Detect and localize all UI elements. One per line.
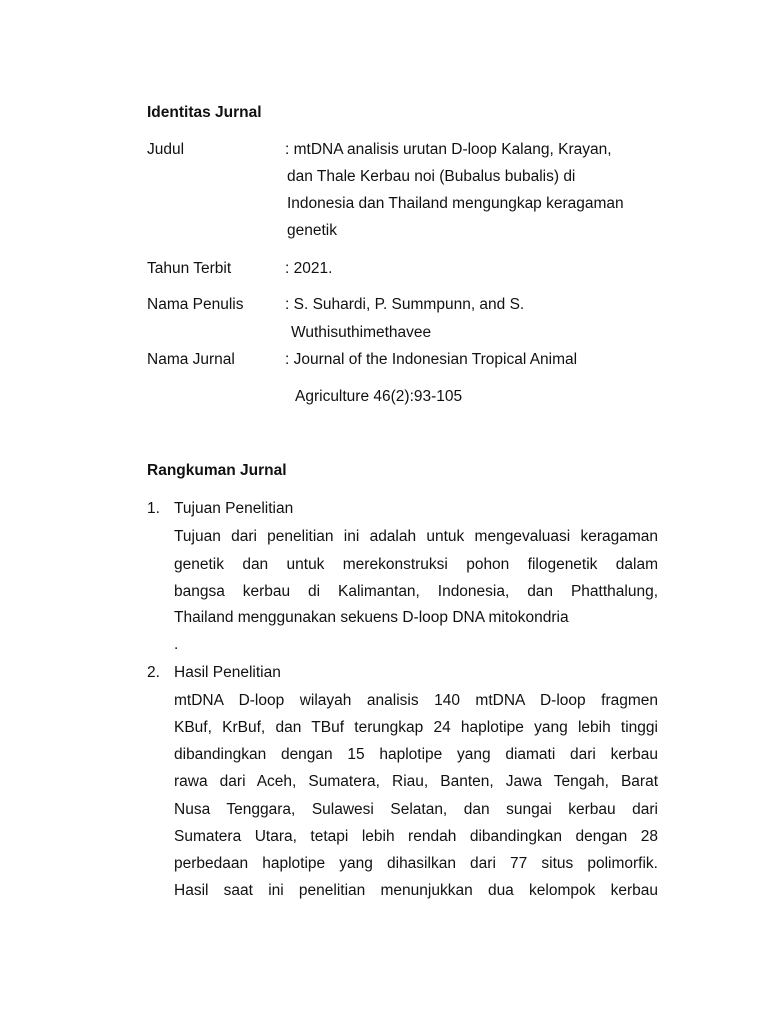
rangkuman-heading: Rangkuman Jurnal <box>147 462 287 479</box>
item-title: Tujuan Penelitian <box>174 500 294 517</box>
item-title: Hasil Penelitian <box>174 664 281 681</box>
judul-value-line: : mtDNA analisis urutan D-loop Kalang, Krayan, <box>285 141 612 158</box>
paragraph-line: Thailand menggunakan sekuens D-loop DNA mitokondria <box>174 609 569 626</box>
paragraph-line: Tujuan dari penelitian ini adalah untuk mengevaluasi keragaman <box>174 528 658 545</box>
paragraph-line: KBuf, KrBuf, dan TBuf terungkap 24 haplotipe yang lebih tinggi <box>174 719 658 736</box>
paragraph-line: Hasil saat ini penelitian menunjukkan dua kelompok kerbau <box>174 882 658 899</box>
paragraph-line: Nusa Tenggara, Sulawesi Selatan, dan sungai kerbau dari <box>174 801 658 818</box>
paragraph-line: perbedaan haplotipe yang dihasilkan dari 77 situs polimorfik. <box>174 855 658 872</box>
judul-value-line: Indonesia dan Thailand mengungkap keragaman <box>287 195 624 212</box>
item-number: 1. <box>147 500 160 517</box>
penulis-label: Nama Penulis <box>147 296 244 313</box>
penulis-value-line: : S. Suhardi, P. Summpunn, and S. <box>285 296 525 313</box>
paragraph-line: mtDNA D-loop wilayah analisis 140 mtDNA D-loop fragmen <box>174 692 658 709</box>
item-number: 2. <box>147 664 160 681</box>
tahun-value: : 2021. <box>285 260 333 277</box>
judul-value-line: genetik <box>287 222 337 239</box>
paragraph-line: . <box>174 636 179 653</box>
identitas-heading: Identitas Jurnal <box>147 104 262 121</box>
paragraph-line: dibandingkan dengan 15 haplotipe yang diamati dari kerbau <box>174 746 658 763</box>
paragraph-line: Sumatera Utara, tetapi lebih rendah dibandingkan dengan 28 <box>174 828 658 845</box>
paragraph-line: bangsa kerbau di Kalimantan, Indonesia, dan Phatthalung, <box>174 583 658 600</box>
paragraph-line: genetik dan untuk merekonstruksi pohon filogenetik dalam <box>174 556 658 573</box>
jurnal-value-line: : Journal of the Indonesian Tropical Animal <box>285 351 578 368</box>
judul-label: Judul <box>147 141 185 158</box>
paragraph-line: rawa dari Aceh, Sumatera, Riau, Banten, Jawa Tengah, Barat <box>174 773 658 790</box>
tahun-label: Tahun Terbit <box>147 260 232 277</box>
judul-value-line: dan Thale Kerbau noi (Bubalus bubalis) di <box>287 168 576 185</box>
jurnal-value-line: Agriculture 46(2):93-105 <box>295 388 463 405</box>
jurnal-label: Nama Jurnal <box>147 351 235 368</box>
penulis-value-line: Wuthisuthimethavee <box>291 324 432 341</box>
